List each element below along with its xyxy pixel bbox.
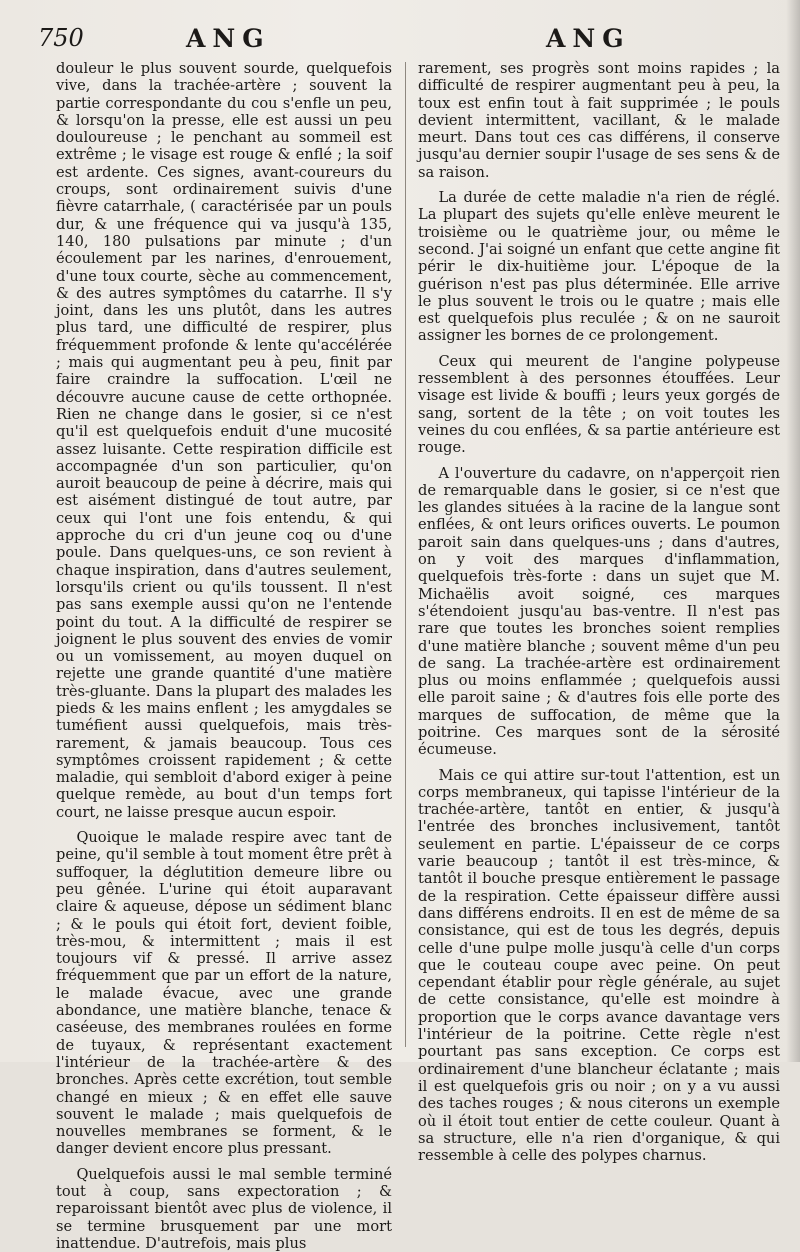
column-divider: [405, 62, 406, 1047]
page-number: 750: [38, 24, 84, 52]
paragraph: Mais ce qui attire sur-tout l'attention, est un corps membraneux, qui tapisse l'intérieur de la trachée-artère, tantôt en entier, & jusqu'à l'entrée des bronches inclusivement, tantôt seulement en partie. L'épaisseur de ce corps varie beaucoup ; tantôt il est très-mince, & tantôt il bouche presque entièrement le passage de la respiration. Cette épaisseur diffère aussi dans différens endroits. Il en est de même de sa consistance, qui est de tous les degrés, depuis celle d'une pulpe molle jusqu'à celle d'un corps que le couteau coupe avec peine. On peut cependant établir pour règle générale, au sujet de cette consistance, qu'elle est moindre à proportion que le corps avance davantage vers l'intérieur de la poitrine. Cette règle n'est pourtant pas sans exception. Ce corps est ordinairement d'une blancheur éclatante ; mais il est quelquefois gris ou noir ; on y a vu aussi des taches rouges ; & nous citerons un exemple où il étoit tout entier de cette couleur. Quant à sa structure, elle n'a rien d'organique, & qui ressemble à celle des polypes charnus.: [418, 766, 780, 1165]
paragraph: La durée de cette maladie n'a rien de réglé. La plupart des sujets qu'elle enlève meurent le troisième ou le quatrième jour, ou même le second. J'ai soigné un enfant que cette angine fit périr le dix-huitième jour. L'époque de la guérison n'est pas plus déterminée. Elle arrive le plus souvent le trois ou le quatre ; mais elle est quelquefois plus reculée ; & on ne sauroit assigner les bornes de ce prolongement.: [418, 189, 780, 345]
paragraph: A l'ouverture du cadavre, on n'apperçoit rien de remarquable dans le gosier, si ce n'est que les glandes situées à la racine de la langue sont enflées, & ont leurs orifices ouverts. Le poumon paroit sain dans quelques-uns ; dans d'autres, on y voit des marques d'inflammation, quelquefois très-forte : dans un sujet que M. Michaëlis avoit soigné, ces marques s'étendoient jusqu'au bas-ventre. Il n'est pas rare que toutes les bronches soient remplies d'une matière blanche ; souvent même d'un peu de sang. La trachée-artère est ordinairement plus ou moins enflammée ; quelquefois aussi elle paroit saine ; & d'autres fois elle porte des marques de suffocation, de même que la poitrine. Ces marques sont de la sérosité écumeuse.: [418, 464, 780, 759]
running-head-left: ANG: [186, 24, 271, 53]
paragraph: douleur le plus souvent sourde, quelquefois vive, dans la trachée-artère ; souvent la partie correspondante du cou s'enfle un peu, & lorsqu'on la presse, elle est aussi un peu douloureuse ; le penchant au sommeil est extrême ; le visage est rouge & enflé ; la soif est ardente. Ces signes, avant-coureurs du croups, sont ordinairement suivis d'une fièvre catarrhale, ( caractérisée par un pouls dur, & une fréquence qui va jusqu'à 135, 140, 180 pulsations par minute ; d'un écoulement par les narines, d'enrouement, d'une toux courte, sèche au commencement, & des autres symptômes du catarrhe. Il s'y joint, dans les uns plutôt, dans les autres plus tard, une difficulté de respirer, plus fréquemment profonde & lente qu'accélérée ; mais qui augmentant peu à peu, finit par faire craindre la suffocation. L'œil ne découvre aucune cause de cette orthopnée. Rien ne change dans le gosier, si ce n'est qu'il est quelquefois enduit d'une mucosité assez luisante. Cette respiration difficile est accompagnée d'un son particulier, qu'on auroit beaucoup de peine à décrire, mais qui est aisément distingué de tout autre, par ceux qui l'ont une fois entendu, & qui approche du cri d'un jeune coq ou d'une poule. Dans quelques-uns, ce son revient à chaque inspiration, dans d'autres seulement, lorsqu'ils crient ou qu'ils toussent. Il n'est pas sans exemple aussi qu'on ne l'entende point du tout. A la difficulté de respirer se joignent le plus souvent des envies de vomir ou un vomissement, au moyen duquel on rejette une grande quantité d'une matière très-gluante. Dans la plupart des malades les pieds & les mains enflent ; les amygdales se tuméfient aussi quelquefois, mais très-rarement, & jamais beaucoup. Tous ces symptômes croissent rapidement ; & cette maladie, qui sembloit d'abord exiger à peine quelque remède, au bout d'un temps fort court, ne laisse presque aucun espoir.: [56, 60, 392, 821]
paragraph: Quoique le malade respire avec tant de peine, qu'il semble à tout moment être prêt à suffoquer, la déglutition demeure libre ou peu gênée. L'urine qui étoit auparavant claire & aqueuse, dépose un sédiment blanc ; & le pouls qui étoit fort, devient foible, très-mou, & intermittent ; mais il est toujours vif & pressé. Il arrive assez fréquemment que par un effort de la nature, le malade évacue, avec une grande abondance, une matière blanche, tenace & caséeuse, des membranes roulées en forme de tuyaux, & représentant exactement l'intérieur de la trachée-artère & des bronches. Après cette excrétion, tout semble changé en mieux ; & en effet elle sauve souvent le malade ; mais quelquefois de nouvelles membranes se forment, & le danger devient encore plus pressant.: [56, 829, 392, 1158]
paragraph: Ceux qui meurent de l'angine polypeuse ressemblent à des personnes étouffées. Leur visage est livide & bouffi ; leurs yeux gorgés de sang, sortent de la tête ; on voit toutes les veines du cou enflées, & sa partie antérieure est rouge.: [418, 352, 780, 457]
running-head-right: ANG: [546, 24, 631, 53]
right-column: [418, 60, 780, 1165]
paragraph: Quelquefois aussi le mal semble terminé tout à coup, sans expectoration ; & reparoissant bientôt avec plus de violence, il se termine brusquement par une mort inattendue. D'autrefois, mais plus: [56, 1165, 392, 1252]
paragraph: rarement, ses progrès sont moins rapides ; la difficulté de respirer augmentant peu à peu, la toux est enfin tout à fait supprimée ; le pouls devient intermittent, vacillant, & le malade meurt. Dans tout ces cas différens, il conserve jusqu'au dernier soupir l'usage de ses sens & de sa raison.: [418, 60, 780, 181]
binding-shadow: [786, 0, 800, 1062]
left-column: [56, 60, 392, 1252]
page-header: [0, 18, 800, 58]
